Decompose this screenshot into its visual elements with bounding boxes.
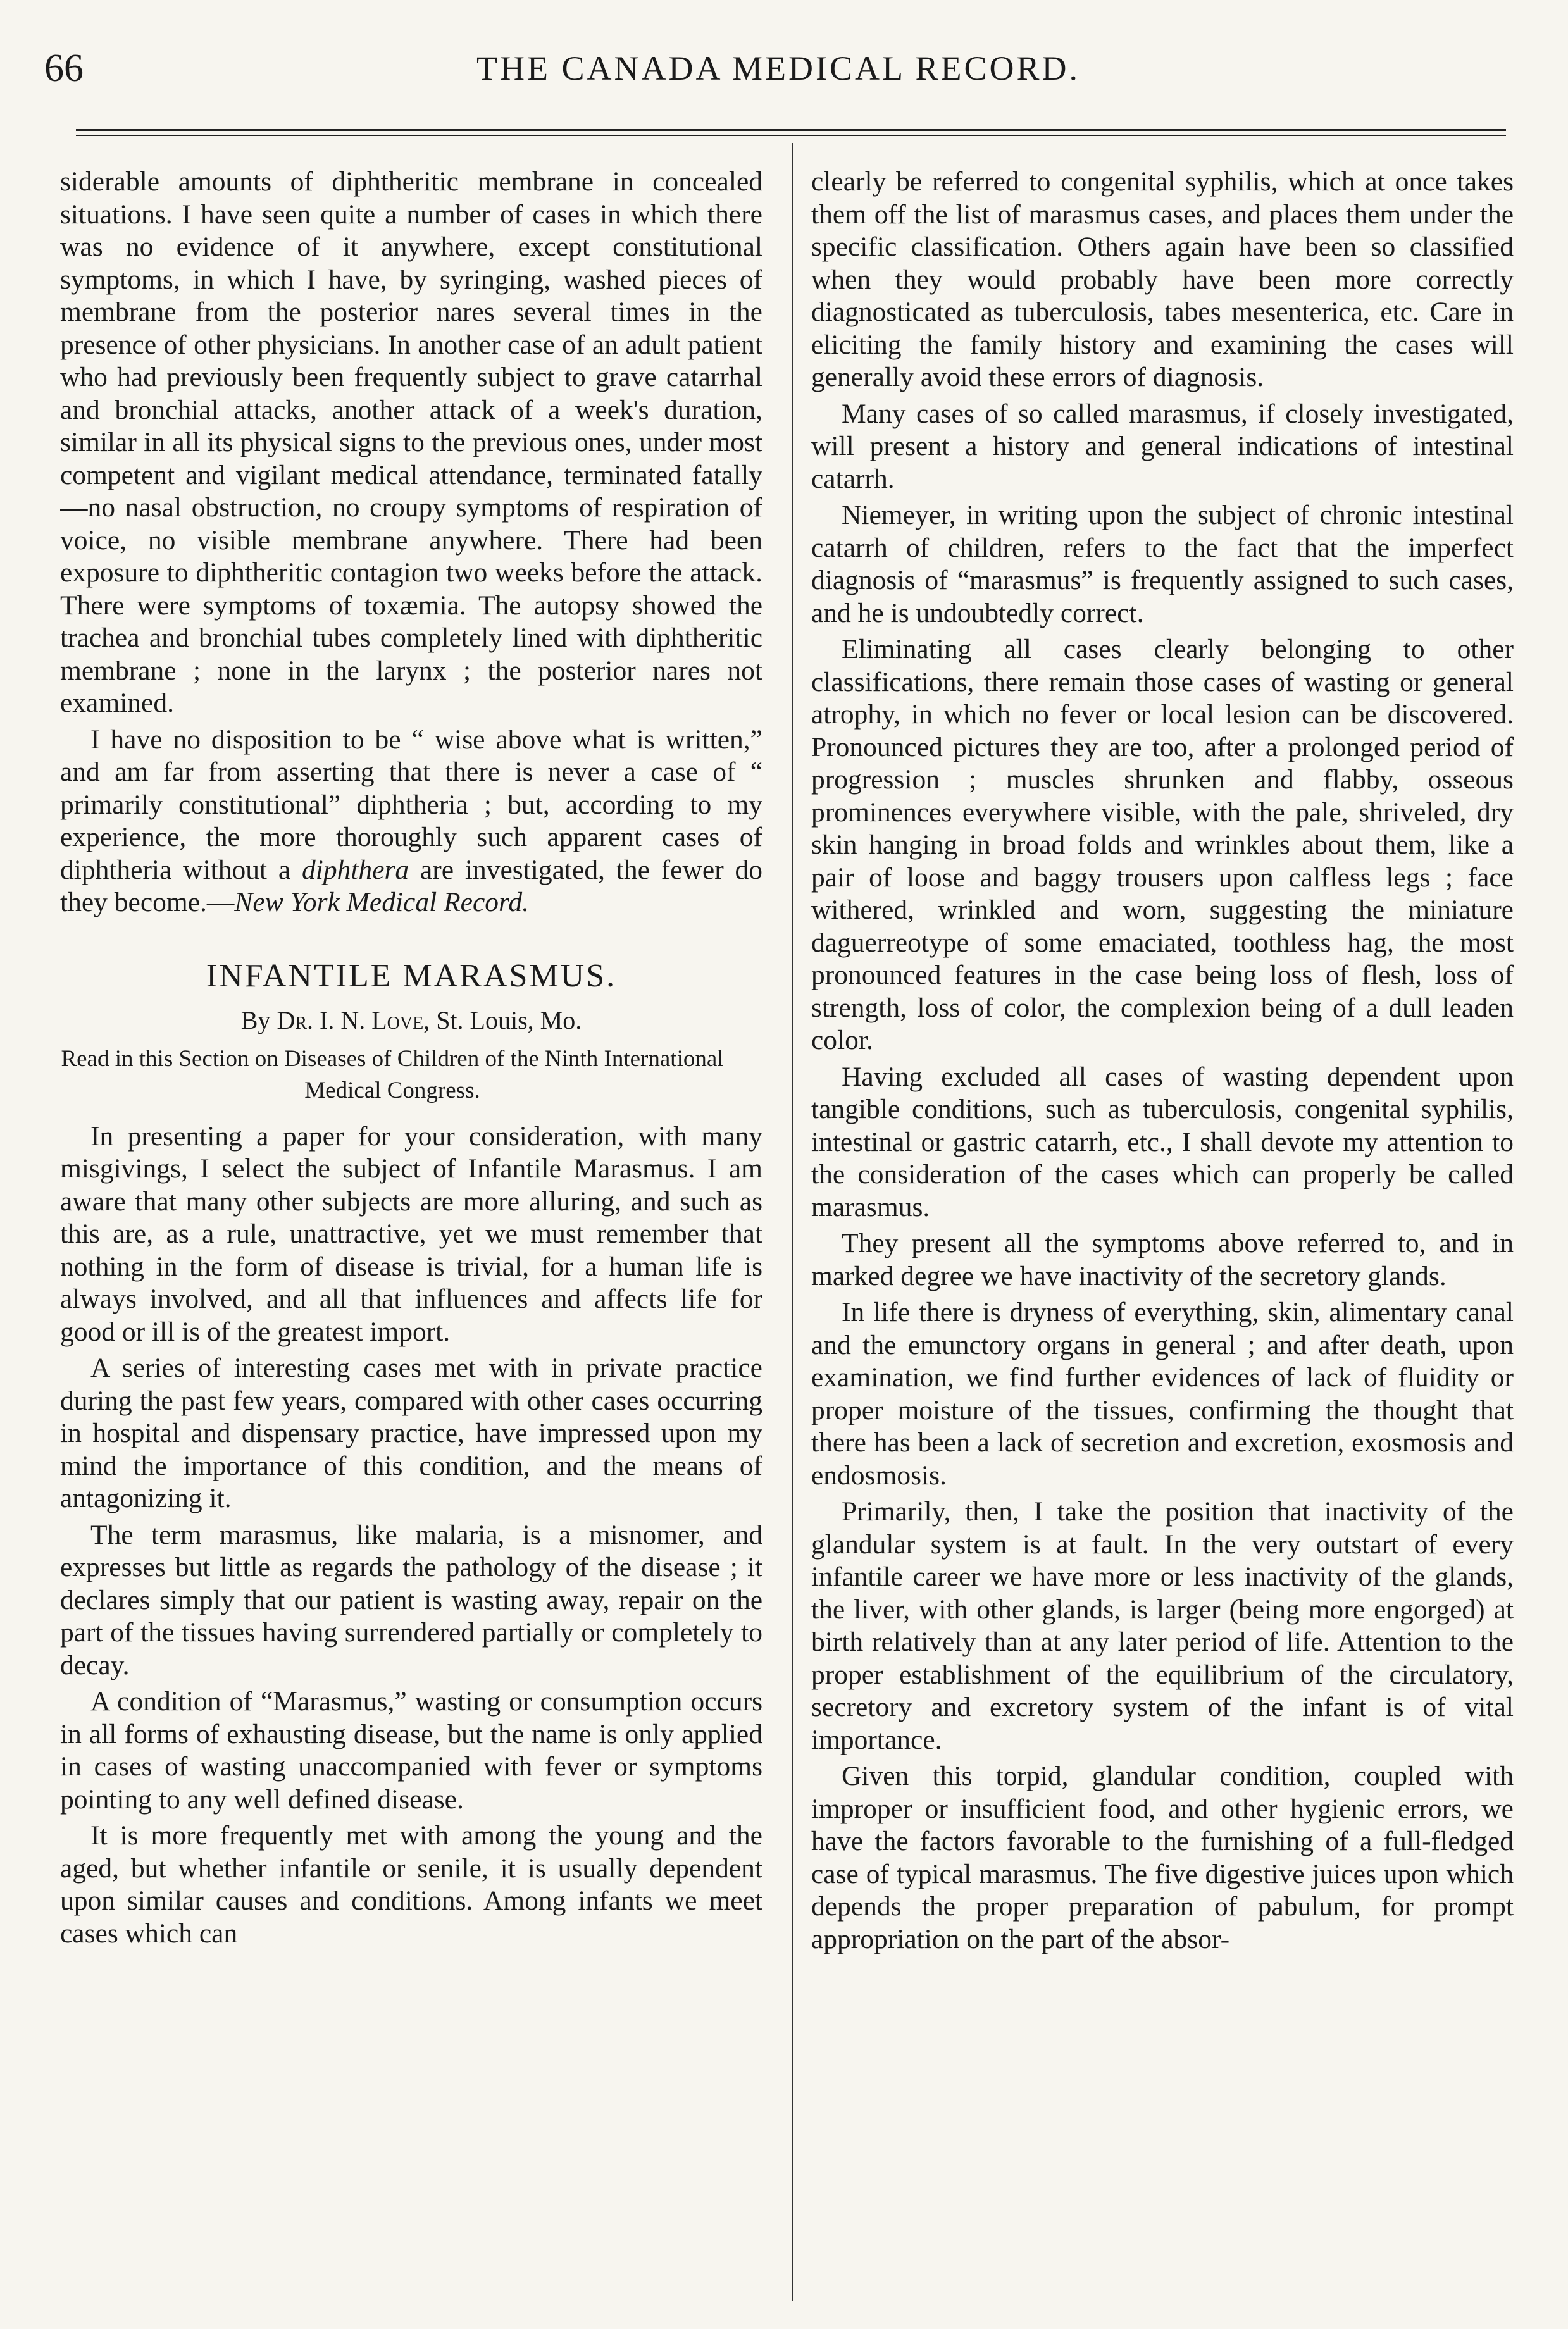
paragraph: It is more frequently met with among the young and the aged, but whether infantile or senile, it is usually dependent upon similar causes and conditions. Among infants we meet cases which can (60, 1820, 762, 1949)
byline-prefix: By (240, 1005, 271, 1034)
article-header (60, 956, 762, 1107)
paragraph: Eliminating all cases clearly belonging to other classifications, there remain those cases of wasting or general atrophy, in which no fever or local lesion can be discovered. Pronounced pictures they are too, after a prolonged period of progression ; muscles shrunken and flabby, osseous prominences everywhere visible, with the pale, shriveled, dry skin hanging in broad folds and wrinkles about them, like a pair of loose and baggy trousers upon calfless legs ; face withered, wrinkled and worn, suggesting the miniature daguerreotype of some emaciated, toothless hag, the most pronounced features in the case being loss of flesh, loss of strength, loss of color, the complexion being of a dull leaden color. (811, 634, 1514, 1055)
article-byline (60, 1004, 762, 1037)
paragraph-text: I have no disposition to be “ wise above what is written,” and am far from asserting that there is never a case of “ primarily constitutional” diphtheria ; but, according to my experience, the more thoroughly such apparent cases of diphtheria without a (60, 724, 762, 885)
paragraph: In life there is dryness of everything, skin, alimentary canal and the emunctory organs in general ; and after death, upon examination, we find further evidences of lack of fluidity or proper moisture of the tissues, confirming the thought that there has been a lack of secretion and excretion, exosmosis and endosmosis. (811, 1297, 1514, 1491)
source-citation: New York Medical Record. (234, 887, 529, 917)
paragraph: A condition of “Marasmus,” wasting or consumption occurs in all forms of exhausting disease, but the name is only applied in cases of wasting unaccompanied with fever or symptoms pointing to any well defined disease. (60, 1686, 762, 1815)
paragraph: Primarily, then, I take the position that inactivity of the glandular system is at fault. In the very outstart of every infantile career we have more or less inactivity of the glands, the liver, with other glands, is larger (being more engorged) at birth relatively than at any later period of life. Attention to the proper establishment of the equilibrium of the circulatory, secretory and excretory system of the infant is of vital importance. (811, 1496, 1514, 1755)
author-name: Dr. I. N. Love, (277, 1005, 430, 1034)
header-rule-thin (76, 135, 1506, 136)
paragraph: A series of interesting cases met with in private practice during the past few years, compared with other cases occurring in hospital and dispensary practice, have impressed upon my mind the importance of this condition, and the means of antagonizing it. (60, 1353, 762, 1513)
header-rule-thick (76, 129, 1506, 131)
paragraph: Niemeyer, in writing upon the subject of chronic intestinal catarrh of children, refers to the fact that the imperfect diagnosis of “marasmus” is frequently assigned to such cases, and he is undoubtedly correct. (811, 500, 1514, 628)
running-head (44, 43, 1512, 94)
paragraph: Given this torpid, glandular condition, coupled with improper or insufficient food, and other hygienic errors, we have the factors favorable to the furnishing of a full-fledged case of typical marasmus. The five digestive juices upon which depends the proper preparation of pabulum, for prompt appropriation on the part of the absor- (811, 1761, 1514, 1954)
article-title: INFANTILE MARASMUS. (206, 957, 617, 994)
journal-title: THE CANADA MEDICAL RECORD. (476, 49, 1080, 87)
right-column (811, 166, 1514, 2311)
author-location: St. Louis, Mo. (436, 1005, 582, 1034)
paragraph: They present all the symptoms above referred to, and in marked degree we have inactivity of the secretory glands. (811, 1228, 1514, 1291)
left-column (60, 166, 762, 2311)
paragraph-diphtheria-continued: siderable amounts of diphtheritic membrane in concealed situations. I have seen quite a number of cases in which there was no evidence of it anywhere, except constitutional symptoms, in which I have, by syringing, washed pieces of membrane from the posterior nares several times in the presence of other physicians. In another case of an adult patient who had previously been frequently subject to grave catarrhal and bronchial attacks, another attack of a week's duration, similar in all its physical signs to the previous ones, under most competent and vigilant medical attendance, terminated fatally—no nasal obstruction, no croupy symptoms of respiration of voice, no visible membrane anywhere. There had been exposure to diphtheritic contagion two weeks before the attack. There were symptoms of toxæmia. The autopsy showed the trachea and bronchial tubes completely lined with diphtheritic membrane ; none in the larynx ; the posterior nares not examined. (60, 166, 762, 718)
paragraph: clearly be referred to congenital syphilis, which at once takes them off the list of marasmus cases, and places them under the specific classification. Others again have been so classified when they would probably have been more correctly diagnosticated as tuberculosis, tabes mesenterica, etc. Care in eliciting the family history and examining the cases will generally avoid these errors of diagnosis. (811, 166, 1514, 392)
paragraph-diphtheria-conclusion (60, 724, 762, 919)
paragraph: Many cases of so called marasmus, if closely investigated, will present a history and general indications of intestinal catarrh. (811, 398, 1514, 494)
paragraph: The term marasmus, like malaria, is a misnomer, and expresses but little as regards the pathology of the disease ; it declares simply that our patient is wasting away, repair on the part of the tissues having surrendered partially or completely to decay. (60, 1519, 762, 1680)
presentation-note: Read in this Section on Diseases of Children of the Ninth International Medical Congress. (61, 1045, 724, 1103)
paragraph: In presenting a paper for your consideration, with many misgivings, I select the subject of Infantile Marasmus. I am aware that many other subjects are more alluring, and such as this are, as a rule, unattractive, yet we must remember that nothing in the form of disease is trivial, for a human life is always involved, and all that influences and affects life for good or ill is of the greatest import. (60, 1121, 762, 1347)
paragraph: Having excluded all cases of wasting dependent upon tangible conditions, such as tuberculosis, congenital syphilis, intestinal or gastric catarrh, etc., I shall devote my attention to the consideration of the cases which can properly be called marasmus. (811, 1061, 1514, 1222)
italic-term: diphthera (302, 854, 409, 885)
paragraph-text: are investigated, the fewer do they become.— (60, 854, 762, 917)
column-divider (792, 143, 793, 2301)
page-number: 66 (44, 47, 84, 90)
